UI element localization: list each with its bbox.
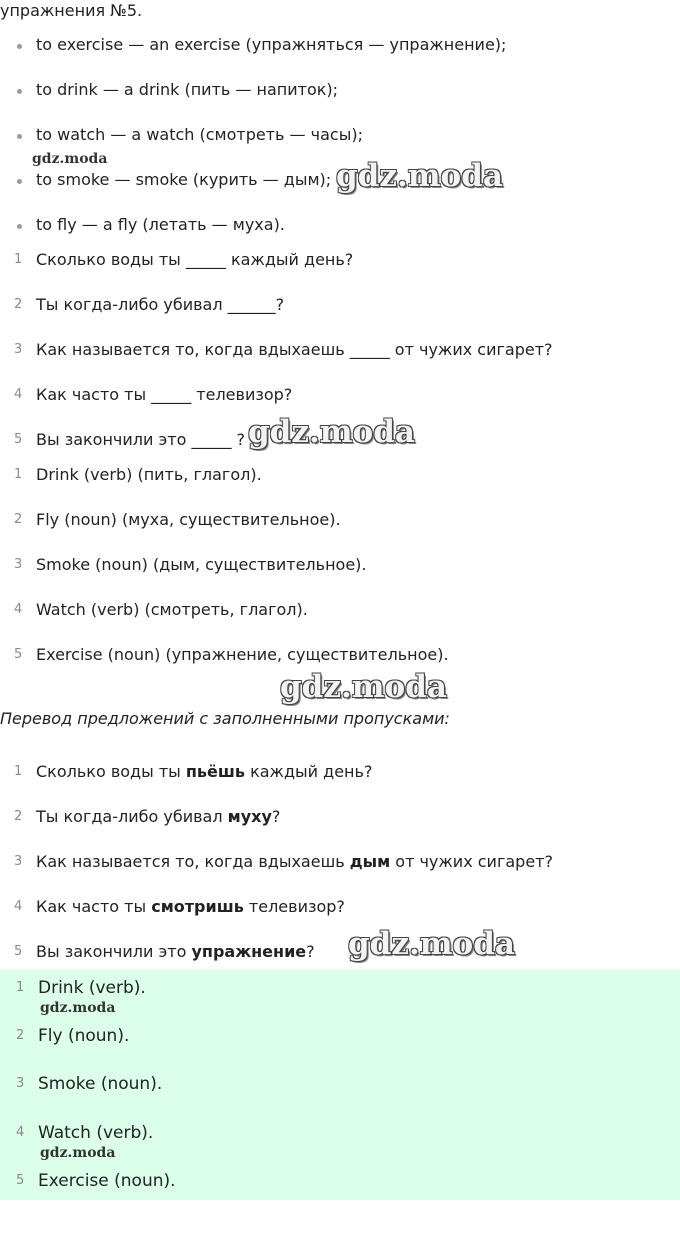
bullet-icon [17,134,22,139]
list-item-text: Вы закончили это упражнение? [36,942,315,961]
list-item-text: Сколько воды ты _____ каждый день? [36,250,354,269]
list-item-text: Сколько воды ты пьёшь каждый день? [36,762,373,781]
list-item-number: 1 [14,467,23,482]
list-item-number: 4 [14,387,23,402]
list-item-number: 4 [14,602,23,617]
list-item-number: 3 [14,342,23,357]
watermark: gdz.moda [348,926,515,962]
list-item-text: Watch (verb). [38,1123,154,1143]
list-item-number: 3 [14,557,23,572]
list-item-text: Exercise (noun) (упражнение, существительное). [36,645,449,664]
list-item-number: 2 [14,512,23,527]
list-item-text: Fly (noun) (муха, существительное). [36,510,341,529]
list-item-number: 4 [16,1125,25,1140]
list-item-number: 5 [14,432,23,447]
bullet-icon [17,179,22,184]
list-item-text: Ты когда-либо убивал ______? [36,295,285,314]
list-item-text: to watch — a watch (смотреть — часы); [36,125,363,144]
list-item-text: Exercise (noun). [38,1171,176,1191]
list-item-text: Drink (verb). [38,978,146,998]
list-item-text: Вы закончили это _____ ? [36,430,246,449]
bullet-icon [17,89,22,94]
bullet-icon [17,224,22,229]
list-item-text: Как называется то, когда вдыхаешь _____ от чужих сигарет? [36,340,553,359]
list-item-text: Как называется то, когда вдыхаешь дым от чужих сигарет? [36,852,553,871]
list-item-text: to smoke — smoke (курить — дым); [36,170,332,189]
list-item-text: Smoke (noun). [38,1074,163,1094]
list-item-number: 4 [14,899,23,914]
watermark: gdz.moda [40,1145,116,1161]
filled-word: пьёшь [185,762,245,781]
watermark: gdz.moda [280,669,447,705]
list-item-number: 1 [14,252,23,267]
intro-text: упражнения №5. [0,1,143,20]
list-item-text: to fly — a fly (летать — муха). [36,215,285,234]
list-item-number: 1 [14,764,23,779]
list-item-text: Ты когда-либо убивал муху? [36,807,281,826]
list-item-text: Fly (noun). [38,1026,130,1046]
list-item-text: Как часто ты смотришь телевизор? [36,897,345,916]
list-item-number: 3 [16,1076,25,1091]
watermark: gdz.moda [248,414,415,450]
list-item-text: Smoke (noun) (дым, существительное). [36,555,367,574]
bullet-icon [17,44,22,49]
watermark: gdz.moda [40,1000,116,1016]
list-item-number: 2 [14,297,23,312]
watermark: gdz.moda [32,151,108,167]
filled-word: муху [227,807,272,826]
list-item-number: 1 [16,980,25,995]
list-item-number: 3 [14,854,23,869]
list-item-number: 5 [14,944,23,959]
filled-word: дым [349,852,391,871]
list-item-text: to exercise — an exercise (упражняться — упражнение); [36,35,507,54]
filled-word: упражнение [191,942,307,961]
list-item-number: 2 [14,809,23,824]
list-item-text: to drink — a drink (пить — напиток); [36,80,339,99]
translation-caption: Перевод предложений с заполненными пропусками: [0,709,450,728]
list-item-number: 5 [14,647,23,662]
list-item-text: Drink (verb) (пить, глагол). [36,465,262,484]
list-item-number: 5 [16,1173,25,1188]
list-item-number: 2 [16,1028,25,1043]
filled-word: смотришь [151,897,244,916]
list-item-text: Watch (verb) (смотреть, глагол). [36,600,308,619]
list-item-text: Как часто ты _____ телевизор? [36,385,293,404]
watermark: gdz.moda [336,158,503,194]
